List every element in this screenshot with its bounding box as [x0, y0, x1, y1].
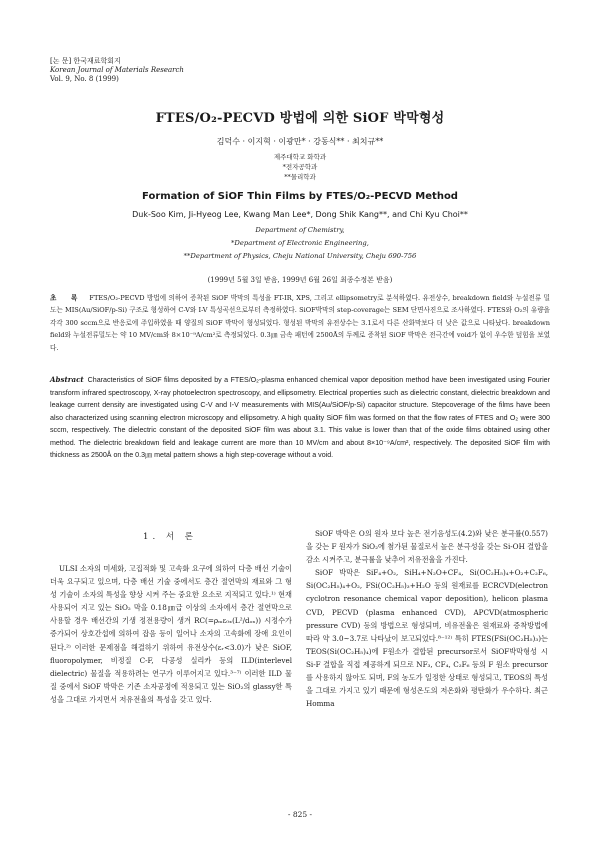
journal-volume: Vol. 9, No. 8 (1999): [50, 75, 119, 83]
abstract-en: [50, 374, 550, 462]
paper-title-en: Formation of SiOF Thin Films by FTES/O₂-PECVD Method: [142, 191, 458, 202]
journal-name-en: Korean Journal of Materials Research: [50, 66, 184, 74]
affiliations-ko: [0, 152, 600, 182]
journal-header: [50, 57, 184, 84]
abstract-ko-text: FTES/O₂-PECVD 방법에 의하여 증착된 SiOF 박막의 특성을 FT-IR, XPS, 그리고 ellipsometry로 분석하였다. 유전상수, breakdown field와 누설전류 밀도는 MIS(Au/SiOF/p-Si) 구조로 형성하여 C-V와 I-V 특성곡선으로부터 측정하였다. SiOF박막의 step-coverage는 SEM 단면사진으로 조사하였다. FTES와 O₂의 유량을 각각 300 sccm으로 반응로에 주입하였을 때 양질의 SiOF 박막이 형성되었다. 형성된 박막의 유전상수는 3.1로서 다른 산화막보다 더 낮은 값으로 나타났다. breakdown field와 누설전류밀도는 약 10 MV/cm와 8×10⁻⁹A/cm²로 측정되었다. 0.3㎛ 금속 패턴에 2500Å의 두께로 증착된 SiOF 박막은 전극간에 void가 없이 우수한 덮힘을 보였다.: [50, 294, 550, 352]
body-paragraph: SiOF 박막은 SiF₄+O₂, SiH₄+N₂O+CF₄, Si(OC₂H₅)₄+O₂+C₂F₆, Si(OC₂H₅)₄+O₂, FSi(OC₂H₅)₃+H₂O 등의 원재료를 ECRCVD(electron cyclotron resonance chemical vapor deposition), helicon plasma CVD, PECVD (plasma enhanced CVD), APCVD(atmospheric pressure CVD) 등의 방법으로 형성되며, 비유전율은 원재료와 증착방법에 따라 약 3.0~3.7로 나타났이 보고되었다.⁸⁻¹²⁾ 특히 FTES(FSi(OC₂H₅)₃)는 TEOS(Si(OC₂H₅)₄)에 F원소가 결합된 precursor로서 SiOF박막형성 시 Si-F 결합을 직접 제공하게 되므로 NF₃, CF₄, C₂F₆ 등의 F 원소 precursor를 사용하지 않아도 되며, F의 농도가 일정한 상태로 형성되고, TEOS의 특성을 그대로 가지고 있기 때문에 형성온도의 저온화와 평탄화가 우수하다. 최근 Homma: [306, 568, 548, 709]
authors-ko: 김덕수 · 이지혁 · 이광만* · 강동식** · 최치규**: [216, 137, 384, 146]
authors-en: Duk-Soo Kim, Ji-Hyeog Lee, Kwang Man Lee*, Dong Shik Kang**, and Chi Kyu Choi**: [132, 210, 468, 219]
affiliations-en: [0, 224, 600, 263]
journal-name-ko: [논 문] 한국재료학회지: [50, 57, 121, 65]
body-column-left: ULSI 소자의 미세화, 고집적화 및 고속화 요구에 의하여 다층 배선 기술이 더욱 요구되고 있으며, 다층 배선 기술 중에서도 층간 절연막의 재료와 그 형성 기술이 소자의 특성을 향상 시켜 주는 중요한 요소로 지적되고 있다.¹⁾ 현재 사용되어 지고 있는 SiO₂ 막을 0.18㎛급 이상의 소자에서 층간 절연막으로 사용할 경우 배선간의 기생 정전용량이 생겨 RC(=ρₘε₀ₓ(L²/dₒₓ)) 시정수가 증가되어 상호간섭에 의하여 잡음 등이 일어나 소자의 고속화에 장애 요인이 된다.²⁾ 이러한 문제점을 해결하기 위하여 유전상수(εᵣ<3.0)가 낮은 SiOF, fluoropolymer, 비정질 C-F, 다공성 실리카 등의 ILD(interlevel dielectric) 물질을 적용하려는 연구가 이루어지고 있다.³⁻⁷⁾ 이러한 ILD 물질 중에서 SiOF 박막은 기존 소자공정에 적용되고 있는 SiO₂의 glassy한 특성을 그대로 가지면서 저유전율의 특성을 갖고 있다.: [50, 564, 292, 704]
affiliation-en-electronics: *Department of Electronic Engineering,: [231, 239, 369, 247]
affiliation-ko-physics: **물리학과: [284, 173, 316, 181]
abstract-ko: [50, 292, 550, 354]
affiliation-en-physics: **Department of Physics, Cheju National University, Cheju 690-756: [183, 252, 417, 260]
affiliation-ko-chemistry: 제주대학교 화학과: [273, 153, 327, 161]
received-dates: (1999년 5월 3일 받음, 1999년 6월 26일 최종수정본 받음): [207, 276, 393, 284]
page-number: - 825 -: [287, 810, 313, 819]
section-heading-introduction: 1. 서 론: [143, 532, 197, 542]
body-paragraph: SiOF 박막은 O의 원자 보다 높은 전기음성도(4.2)와 낮은 분극률(0.557)을 갖는 F 원자가 SiO₂에 첨가된 물질로서 높은 분극성을 갖는 Si-OH 결합을 감소 시켜주고, 분극률을 낮추어 저유전율을 가진다.: [306, 529, 548, 565]
paper-title-ko: FTES/O₂-PECVD 방법에 의한 SiOF 박막형성: [155, 111, 445, 126]
abstract-en-text: Characteristics of SiOF films deposited by a FTES/O₂-plasma enhanced chemical vapor deposition method have been investigated using Fourier transform infrared spectroscopy, X-ray photoelectron spectroscopy, and ellipsometry. Electrical properties such as dielectric constant, dielectric breakdown and leakage current density are investigated using C-V and I-V measurements with MIS(Au/SiOF/p-Si) capacitor structure. Stepcoverage of the films have been also characterized using scanning electron microscopy and ellipsometry. A high quality SiOF film was formed on that the flow rates of FTES and O₂ were 300 sccm, respectively. The dielectric constant of the deposited SiOF film was about 3.1. This value is lower than that of the oxide films obtained using other method. The dielectric breakdown field and leakage current are more than 10 MV/cm and about 8×10⁻⁹A/cm², respectively. The deposited SiOF film with thickness as 2500Å on the 0.3㎛ metal pattern shows a high step-coverage without a void.: [50, 376, 550, 459]
affiliation-en-chemistry: Department of Chemistry,: [255, 226, 345, 234]
abstract-ko-label: 초 록: [50, 294, 84, 302]
body-column-right: [306, 527, 548, 710]
abstract-en-label: Abstract: [50, 375, 84, 384]
affiliation-ko-electronics: *전자공학과: [282, 163, 318, 171]
